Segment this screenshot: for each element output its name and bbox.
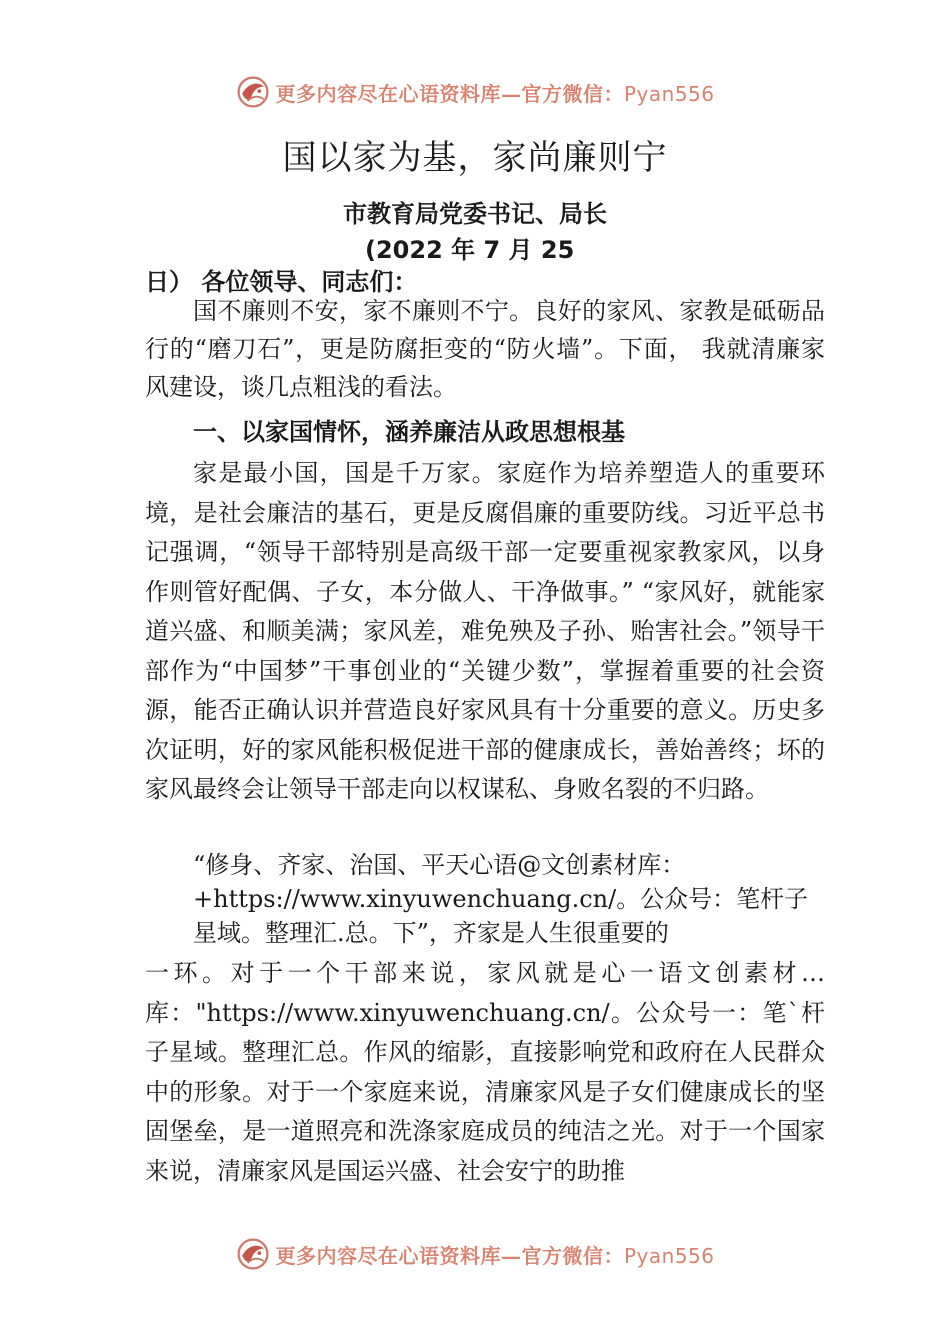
banner-contact: Pyan556 (623, 1243, 715, 1268)
banner-label: 更多内容尽在心语资料库—官方微信： (275, 81, 624, 106)
banner-label: 更多内容尽在心语资料库—官方微信： (275, 1243, 624, 1268)
document-author: 市教育局党委书记、局长 (343, 200, 607, 228)
banner-text (275, 78, 714, 107)
document-greeting: 日） 各位领导、同志们： (145, 268, 418, 296)
paragraph-intro: 国不廉则不安，家不廉则不宁。良好的家风、家教是砥砺品行的“磨刀石”，更是防腐拒变的“防火墙”。下面， 我就清廉家风建设，谈几点粗浅的看法。 (145, 297, 825, 401)
section-heading-1: 一、以家国情怀，涵养廉洁从政思想根基 (193, 418, 625, 446)
paragraph-family-style: 一环。对于一个干部来说，家风就是心一语文创素材…库："https://www.xinyuwenchuang.cn/。公众号一：笔`杆子星域。整理汇总。作风的缩影，直接影响党和政府在人民群众中的形象。对于一个家庭来说，清廉家风是子女们健康成长的坚固堡垒，是一道照亮和洗涤家庭成员的纯洁之光。对于一个国家来说，清廉家风是国运兴盛、社会安宁的助推 (145, 959, 825, 1185)
document-title: 国以家为基，家尚廉则宁 (282, 138, 668, 178)
seal-logo-icon (235, 1236, 271, 1272)
banner-contact: Pyan556 (623, 81, 715, 106)
header-banner (0, 70, 950, 114)
footer-banner (0, 1232, 950, 1276)
paragraph-quote: “修身、齐家、治国、平天心语@文创素材库：+https://www.xinyuwenchuang.cn/。公众号：笔杆子星域。整理汇.总。下”，齐家是人生很重要的 (193, 851, 809, 947)
document-date: (2022 年 7 月 25 (365, 236, 575, 264)
banner-text (275, 1240, 714, 1269)
paragraph-family-nation: 家是最小国，国是千万家。家庭作为培养塑造人的重要环境，是社会廉洁的基石，更是反腐倡廉的重要防线。习近平总书记强调，“领导干部特别是高级干部一定要重视家教家风，以身作则管好配偶、子女，本分做人、干净做事。” “家风好，就能家道兴盛、和顺美满；家风差，难免殃及子孙、贻害社会。”领导干部作为“中国梦”干事创业的“关键少数”，掌握着重要的社会资源，能否正确认识并营造良好家风具有十分重要的意义。历史多次证明，好的家风能积极促进干部的健康成长，善始善终；坏的家风最终会让领导干部走向以权谋私、身败名裂的不归路。 (145, 459, 825, 803)
seal-logo-icon (235, 74, 271, 110)
